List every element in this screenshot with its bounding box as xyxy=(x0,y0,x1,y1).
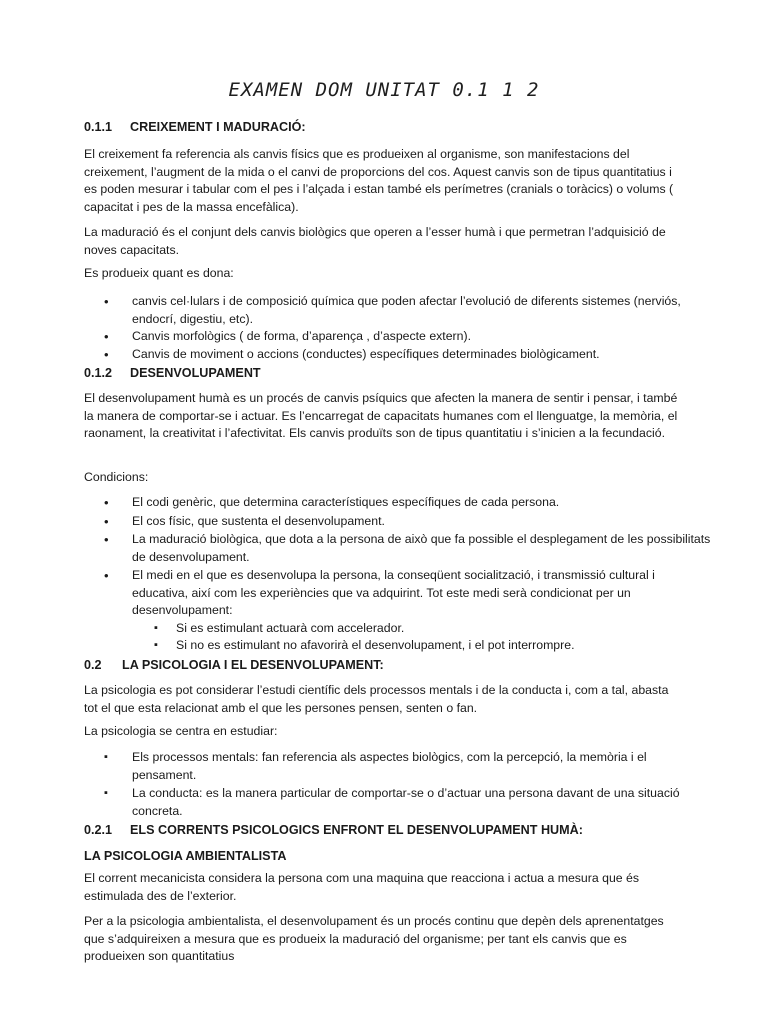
section-title: ELS CORRENTS PSICOLOGICS ENFRONT EL DESENVOLUPAMENT HUMÀ: xyxy=(130,823,583,837)
paragraph-mecanicista: El corrent mecanicista considera la persona com una maquina que reacciona i actua a mesura que és estimulada des de l’exterior. xyxy=(84,871,640,903)
paragraph-se-centra: La psicologia se centra en estudiar: xyxy=(84,724,278,738)
list-item: ▪ La conducta: es la manera particular de comportar-se o d’actuar una persona davant de una situació concreta. xyxy=(104,785,712,820)
paragraph-psicologia: La psicologia es pot considerar l’estudi científic dels processos mentals i de la conducta i, com a tal, abasta tot el que esta relacionat amb el que les persones pensen, senten o fan. xyxy=(84,683,669,715)
sub-list-item: ▪ Si es estimulant actuarà com accelerador. xyxy=(154,620,706,638)
section-title: LA PSICOLOGIA I EL DESENVOLUPAMENT: xyxy=(122,658,384,672)
paragraph-es-produeix: Es produeix quant es dona: xyxy=(84,266,234,280)
list-item: • El cos físic, que sustenta el desenvolupament. xyxy=(104,513,712,531)
list-item: • canvis cel·lulars i de composició química que poden afectar l’evolució de diferents sistemes (nerviós, endocrí, digestiu, etc). xyxy=(104,293,712,328)
section-number: 0.2.1 xyxy=(84,823,113,837)
section-title: CREIXEMENT I MADURACIÓ: xyxy=(130,120,306,134)
paragraph-desenvolupament: El desenvolupament humà es un procés de canvis psíquics que afecten la manera de sentir i pensar, i també la manera de comportar-se i actuar. Es l’encarregat de capacitats humanes com el llenguatge, la memòria, el raonament, la creativitat i l’afectivitat. Els canvis produïts son de tipus quantitatiu i s’inicien a la fecundació. xyxy=(84,391,678,440)
paragraph-condicions: Condicions: xyxy=(84,470,149,484)
section-number: 0.2 xyxy=(84,658,102,672)
section-number: 0.1.2 xyxy=(84,366,113,380)
section-title: DESENVOLUPAMENT xyxy=(130,366,261,380)
sub-list-item: ▪ Si no es estimulant no afavorirà el desenvolupament, i el pot interrompre. xyxy=(154,637,706,655)
list-item: • Canvis de moviment o accions (conductes) específiques determinades biològicament. xyxy=(104,346,712,364)
paragraph-maduracio: La maduració és el conjunt dels canvis biològics que operen a l’esser humà i que permetran l’adquisició de noves capacitats. xyxy=(84,225,666,257)
section-heading-0-1-2 xyxy=(84,365,261,383)
paragraph-ambientalista: Per a la psicologia ambientalista, el desenvolupament és un procés continu que depèn dels aprenentatges que s’adquireixen a mesura que es produeix la maduració del organisme; per tant els canvis que es produeixen son quantitatius xyxy=(84,914,664,963)
section-heading-0-2 xyxy=(84,657,384,675)
list-item: • El codi genèric, que determina característiques específiques de cada persona. xyxy=(104,494,712,512)
paragraph-creixement: El creixement fa referencia als canvis físics que es produeixen al organisme, son manifestacions del creixement, l’augment de la mida o el canvi de proporcions del cos. Aquest canvis son de tipus quantitatius i es poden mesurar i tabular com el pes i l’alçada i estan també els perímetres (cranials o toràcics) o volums ( capacitat i pes de la massa encefàlica). xyxy=(84,147,674,214)
document-title: EXAMEN DOM UNITAT 0.1 1 2 xyxy=(228,79,540,101)
section-number: 0.1.1 xyxy=(84,120,113,134)
subsection-heading: LA PSICOLOGIA AMBIENTALISTA xyxy=(84,849,287,863)
list-item: ▪ Els processos mentals: fan referencia als aspectes biològics, com la percepció, la memòria i el pensament. xyxy=(104,749,712,784)
list-item: • La maduració biològica, que dota a la persona de això que fa possible el desplegament de les possibilitats de desenvolupament. xyxy=(104,531,712,566)
section-heading-0-2-1 xyxy=(84,822,583,840)
list-item: • Canvis morfològics ( de forma, d’aparença , d’aspecte extern). xyxy=(104,328,712,346)
section-heading-0-1-1 xyxy=(84,119,306,137)
list-item: • El medi en el que es desenvolupa la persona, la conseqüent socialització, i transmissió cultural i educativa, així com les experiències que va adquirint. Tot este medi serà condicionat per un desenvolupament: xyxy=(104,567,712,620)
